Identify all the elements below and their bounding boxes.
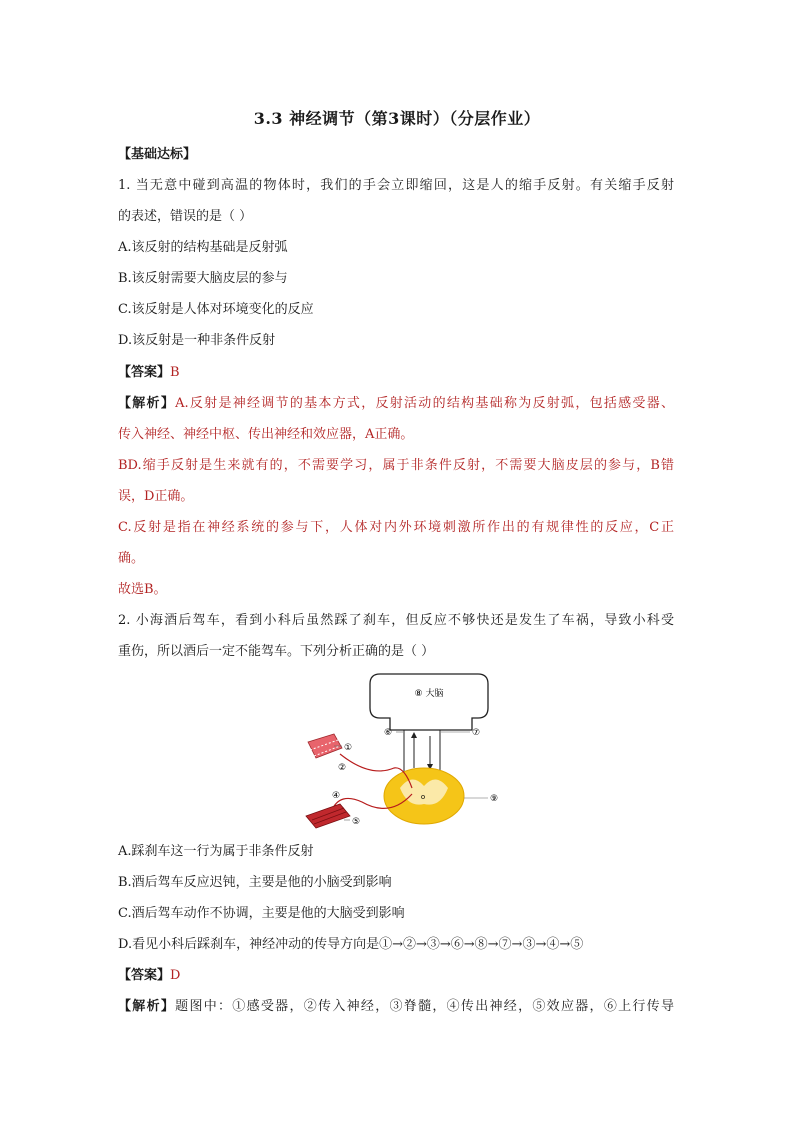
up-arrowhead: [411, 732, 417, 738]
label-1: ①: [344, 743, 353, 753]
answer-tag: 【答案】: [118, 968, 171, 983]
q1-analysis-line4: 误，D正确。: [118, 489, 194, 504]
analysis-text: A.反射是神经调节的基本方式，反射活动的结构基础称为反射弧，包括感受器、: [175, 396, 674, 411]
q1-option-a: A.该反射的结构基础是反射弧: [118, 240, 288, 255]
label-5: ⑤: [352, 817, 361, 827]
label-2: ②: [338, 763, 347, 773]
label-9: ⑨: [490, 794, 499, 804]
label-7: ⑦: [472, 728, 481, 738]
q1-stem-line1: 1. 当无意中碰到高温的物体时，我们的手会立即缩回，这是人的缩手反射。有关缩手反射: [118, 178, 674, 193]
q1-analysis-line5: C.反射是指在神经系统的参与下，人体对内外环境刺激所作出的有规律性的反应，C正: [118, 520, 674, 535]
central-canal-mark: o: [420, 793, 426, 801]
q2-analysis-line1: [118, 998, 674, 1016]
q2-stem-line1: 2. 小海酒后驾车，看到小科后虽然踩了刹车，但反应不够快还是发生了车祸，导致小科受: [118, 613, 674, 628]
analysis-tag: 【解析】: [118, 396, 176, 411]
q1-option-d: D.该反射是一种非条件反射: [118, 333, 276, 348]
q2-stem-line2: 重伤，所以酒后一定不能驾车。下列分析正确的是（ ）: [118, 644, 435, 659]
q2-answer: [118, 967, 180, 985]
analysis-tag: 【解析】: [118, 999, 176, 1014]
q1-stem-line2: 的表述，错误的是（ ）: [118, 209, 253, 224]
answer-value: D: [170, 968, 181, 983]
brain-label: ⑧ 大脑: [414, 689, 444, 699]
q1-option-c: C.该反射是人体对环境变化的反应: [118, 302, 314, 317]
page-title: 3.3 神经调节（第3课时）（分层作业）: [253, 109, 541, 128]
label-4: ④: [332, 791, 341, 801]
q1-answer: [118, 364, 180, 382]
reflex-arc-figure: [300, 668, 510, 838]
brain-shape: [370, 674, 488, 730]
label-6: ⑥: [384, 728, 393, 738]
q1-analysis-line2: 传入神经、神经中枢、传出神经和效应器，A正确。: [118, 427, 414, 442]
q2-option-d: D.看见小科后踩刹车，神经冲动的传导方向是①→②→③→⑥→⑧→⑦→③→④→⑤: [118, 937, 584, 952]
answer-value: B: [170, 365, 180, 380]
q1-analysis-line3: BD.缩手反射是生来就有的，不需要学习，属于非条件反射，不需要大脑皮层的参与，B错: [118, 458, 674, 473]
answer-tag: 【答案】: [118, 365, 171, 380]
q2-option-b: B.酒后驾车反应迟钝，主要是他的小脑受到影响: [118, 875, 392, 890]
effector-muscle: [306, 804, 350, 828]
section-heading: 【基础达标】: [118, 147, 197, 162]
analysis-text: 题图中：①感受器，②传入神经，③脊髓，④传出神经，⑤效应器，⑥上行传导: [175, 999, 674, 1014]
q1-option-b: B.该反射需要大脑皮层的参与: [118, 271, 288, 286]
q2-option-a: A.踩刹车这一行为属于非条件反射: [118, 844, 314, 859]
q1-analysis-line7: 故选B。: [118, 582, 167, 597]
q1-analysis-line6: 确。: [118, 551, 145, 566]
q2-option-c: C.酒后驾车动作不协调，主要是他的大脑受到影响: [118, 906, 405, 921]
q1-analysis-line1: [118, 395, 674, 413]
